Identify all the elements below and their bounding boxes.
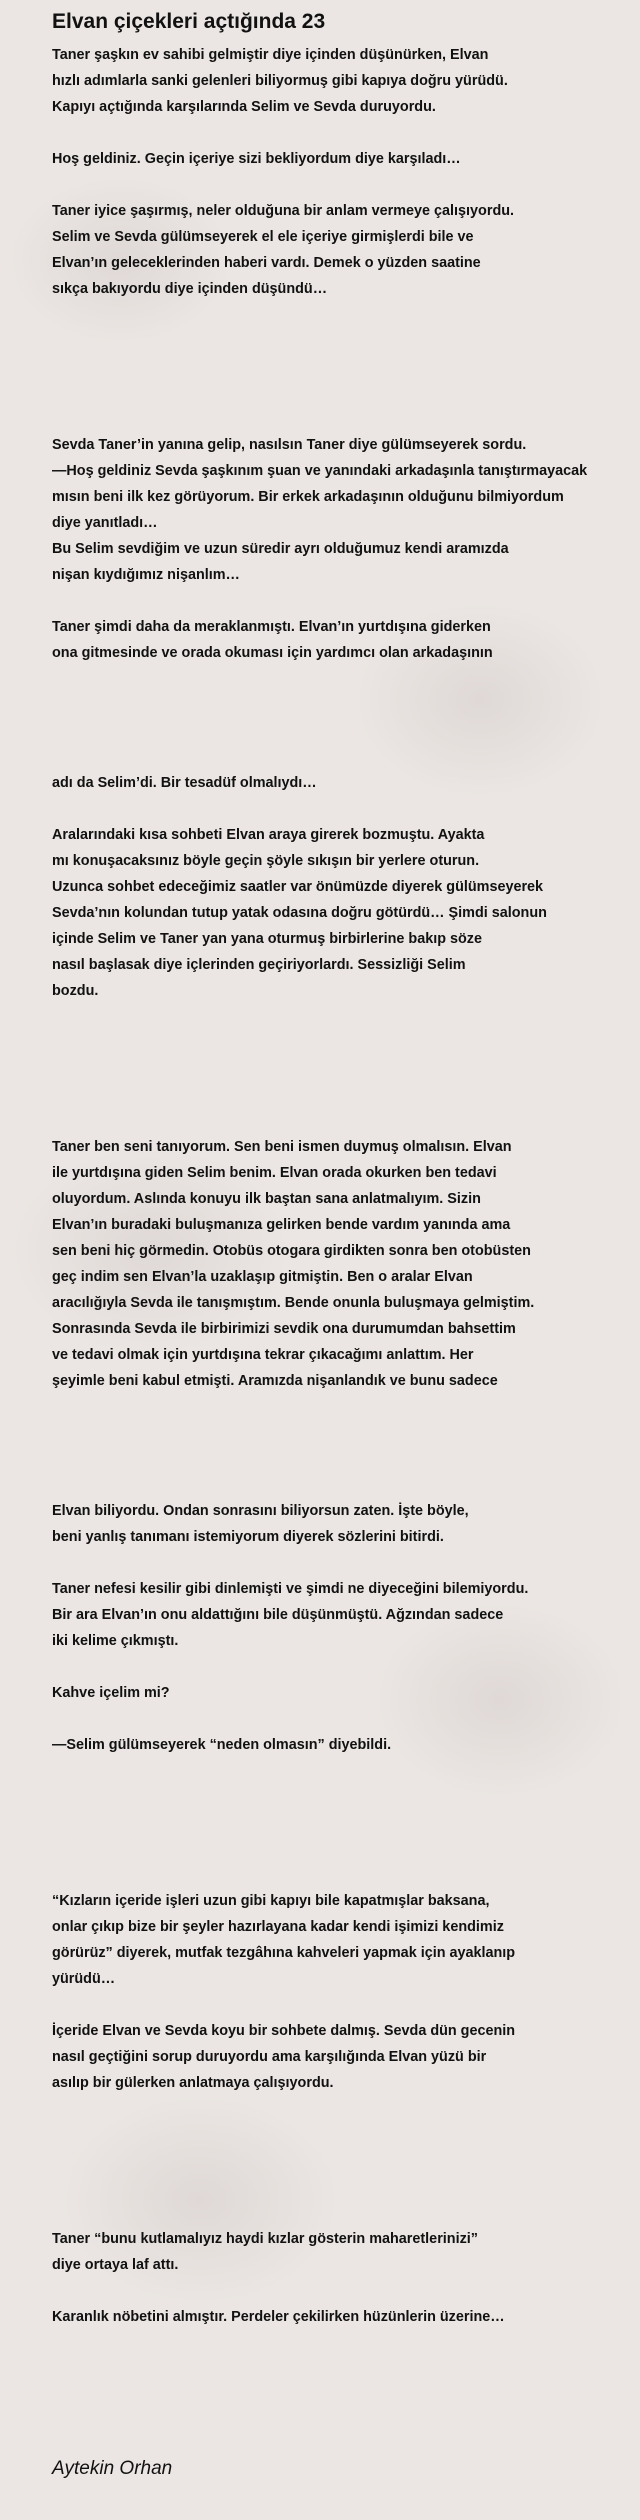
- text-line: sıkça bakıyordu diye içinden düşündü…: [52, 281, 328, 297]
- text-line: Sevda’nın kolundan tutup yatak odasına doğru götürdü… Şimdi salonun: [52, 905, 547, 921]
- text-line: nasıl başlasak diye içlerinden geçiriyorlardı. Sessizliği Selim: [52, 957, 466, 973]
- text-line: “Kızların içeride işleri uzun gibi kapıyı bile kapatmışlar baksana,: [52, 1893, 490, 1909]
- text-line: sen beni hiç görmedin. Otobüs otogara girdikten sonra ben otobüsten: [52, 1243, 531, 1259]
- text-line: Taner ben seni tanıyorum. Sen beni ismen duymuş olmalısın. Elvan: [52, 1139, 512, 1155]
- text-line: Kahve içelim mi?: [52, 1685, 170, 1701]
- text-line: geç indim sen Elvan’la uzaklaşıp gitmiştin. Ben o aralar Elvan: [52, 1269, 473, 1285]
- text-line: Bu Selim sevdiğim ve uzun süredir ayrı olduğumuz kendi aramızda: [52, 541, 509, 557]
- text-line: asılıp bir gülerken anlatmaya çalışıyordu.: [52, 2075, 334, 2091]
- text-line: Karanlık nöbetini almıştır. Perdeler çekilirken hüzünlerin üzerine…: [52, 2309, 505, 2325]
- text-line: nişan kıydığımız nişanlım…: [52, 567, 240, 583]
- poem-body: [52, 42, 638, 2330]
- text-line: Sonrasında Sevda ile birbirimizi sevdik ona durumumdan bahsettim: [52, 1321, 516, 1337]
- text-line: Bir ara Elvan’ın onu aldattığını bile düşünmüştü. Ağzından sadece: [52, 1607, 504, 1623]
- author-signature: Aytekin Orhan: [52, 2458, 173, 2479]
- text-line: onlar çıkıp bize bir şeyler hazırlayana kadar kendi işimizi kendimiz: [52, 1919, 504, 1935]
- text-line: Uzunca sohbet edeceğimiz saatler var önümüzde diyerek gülümseyerek: [52, 879, 544, 895]
- text-line: ile yurtdışına giden Selim benim. Elvan orada okurken ben tedavi: [52, 1165, 497, 1181]
- text-line: Elvan’ın geleceklerinden haberi vardı. Demek o yüzden saatine: [52, 255, 481, 271]
- text-line: içinde Selim ve Taner yan yana oturmuş birbirlerine bakıp söze: [52, 931, 482, 947]
- text-line: mısın beni ilk kez görüyorum. Bir erkek arkadaşının olduğunu bilmiyordum: [52, 489, 564, 505]
- text-line: Selim ve Sevda gülümseyerek el ele içeriye girmişlerdi bile ve: [52, 229, 474, 245]
- text-line: hızlı adımlarla sanki gelenleri biliyormuş gibi kapıya doğru yürüdü.: [52, 73, 508, 89]
- text-line: görürüz” diyerek, mutfak tezgâhına kahveleri yapmak için ayaklanıp: [52, 1945, 516, 1961]
- text-line: Taner nefesi kesilir gibi dinlemişti ve şimdi ne diyeceğini bilemiyordu.: [52, 1581, 529, 1597]
- text-line: oluyordum. Aslında konuyu ilk baştan sana anlatmalıyım. Sizin: [52, 1191, 481, 1207]
- text-line: beni yanlış tanımanı istemiyorum diyerek sözlerini bitirdi.: [52, 1529, 444, 1545]
- text-line: Sevda Taner’in yanına gelip, nasılsın Taner diye gülümseyerek sordu.: [52, 437, 527, 453]
- text-line: Taner şaşkın ev sahibi gelmiştir diye içinden düşünürken, Elvan: [52, 47, 489, 63]
- text-line: ona gitmesinde ve orada okuması için yardımcı olan arkadaşının: [52, 645, 493, 661]
- text-line: İçeride Elvan ve Sevda koyu bir sohbete dalmış. Sevda dün gecenin: [52, 2023, 516, 2039]
- text-line: Taner şimdi daha da meraklanmıştı. Elvan’ın yurtdışına giderken: [52, 619, 491, 635]
- text-line: Hoş geldiniz. Geçin içeriye sizi bekliyordum diye karşıladı…: [52, 151, 461, 167]
- text-line: yürüdü…: [52, 1971, 116, 1987]
- text-line: Taner iyice şaşırmış, neler olduğuna bir anlam vermeye çalışıyordu.: [52, 203, 515, 219]
- text-line: iki kelime çıkmıştı.: [52, 1633, 179, 1649]
- text-line: adı da Selim’di. Bir tesadüf olmalıydı…: [52, 775, 317, 791]
- text-line: —Selim gülümseyerek “neden olmasın” diyebildi.: [52, 1737, 392, 1753]
- text-line: Taner “bunu kutlamalıyız haydi kızlar gösterin maharetlerinizi”: [52, 2231, 478, 2247]
- text-line: bozdu.: [52, 983, 99, 999]
- text-line: ve tedavi olmak için yurtdışına tekrar çıkacağımı anlattım. Her: [52, 1347, 474, 1363]
- text-line: mı konuşacaksınız böyle geçin şöyle sıkışın bir yerlere oturun.: [52, 853, 480, 869]
- text-line: diye ortaya laf attı.: [52, 2257, 179, 2273]
- text-line: Elvan’ın buradaki buluşmanıza gelirken bende vardım yanında ama: [52, 1217, 511, 1233]
- text-line: şeyimle beni kabul etmişti. Aramızda nişanlandık ve bunu sadece: [52, 1373, 498, 1389]
- text-line: Elvan biliyordu. Ondan sonrasını biliyorsun zaten. İşte böyle,: [52, 1503, 469, 1519]
- text-line: Aralarındaki kısa sohbeti Elvan araya girerek bozmuştu. Ayakta: [52, 827, 485, 843]
- text-line: aracılığıyla Sevda ile tanışmıştım. Bende onunla buluşmaya gelmiştim.: [52, 1295, 535, 1311]
- text-line: diye yanıtladı…: [52, 515, 158, 531]
- text-line: Kapıyı açtığında karşılarında Selim ve Sevda duruyordu.: [52, 99, 436, 115]
- text-line: —Hoş geldiniz Sevda şaşkınım şuan ve yanındaki arkadaşınla tanıştırmayacak: [52, 463, 588, 479]
- page-title: Elvan çiçekleri açtığında 23: [52, 10, 326, 33]
- text-line: nasıl geçtiğini sorup duruyordu ama karşılığında Elvan yüzü bir: [52, 2049, 487, 2065]
